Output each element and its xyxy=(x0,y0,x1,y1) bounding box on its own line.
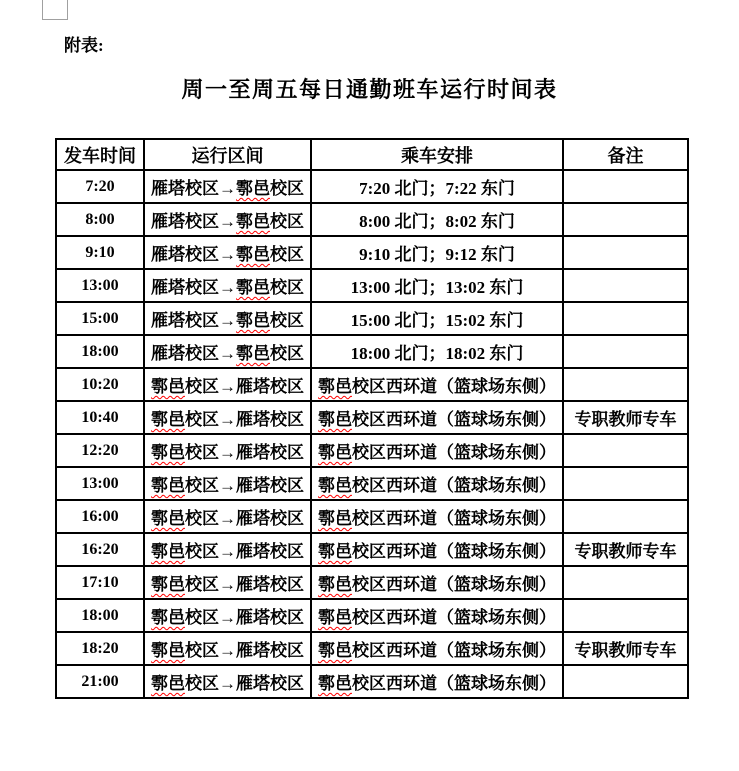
table-row xyxy=(56,566,688,599)
note-cell: 专职教师专车 xyxy=(563,533,688,566)
spellcheck-underline: 鄠邑 xyxy=(151,575,185,594)
spellcheck-underline: 鄠邑 xyxy=(151,410,185,429)
boarding-cell: 鄠邑校区西环道（篮球场东侧） xyxy=(311,401,563,434)
departure-time-cell: 16:00 xyxy=(56,500,144,533)
route-cell: 鄠邑校区→雁塔校区 xyxy=(144,566,311,599)
table-header-row xyxy=(56,139,688,170)
spellcheck-underline: 鄠邑 xyxy=(236,278,270,297)
boarding-cell: 鄠邑校区西环道（篮球场东侧） xyxy=(311,434,563,467)
spellcheck-underline: 鄠邑 xyxy=(151,377,185,396)
spellcheck-underline: 鄠邑 xyxy=(318,641,352,660)
departure-time-cell: 18:00 xyxy=(56,335,144,368)
spellcheck-underline: 鄠邑 xyxy=(318,542,352,561)
spellcheck-underline: 鄠邑 xyxy=(318,674,352,693)
table-row xyxy=(56,599,688,632)
boarding-cell: 鄠邑校区西环道（篮球场东侧） xyxy=(311,566,563,599)
spellcheck-underline: 鄠邑 xyxy=(318,509,352,528)
boarding-cell: 鄠邑校区西环道（篮球场东侧） xyxy=(311,599,563,632)
note-cell xyxy=(563,467,688,500)
boarding-cell: 鄠邑校区西环道（篮球场东侧） xyxy=(311,533,563,566)
departure-time-cell: 21:00 xyxy=(56,665,144,698)
table-row xyxy=(56,401,688,434)
spellcheck-underline: 鄠邑 xyxy=(236,311,270,330)
route-cell: 鄠邑校区→雁塔校区 xyxy=(144,368,311,401)
header-route: 运行区间 xyxy=(144,139,311,170)
departure-time-cell: 15:00 xyxy=(56,302,144,335)
boarding-cell: 鄠邑校区西环道（篮球场东侧） xyxy=(311,368,563,401)
spellcheck-underline: 鄠邑 xyxy=(318,575,352,594)
note-cell xyxy=(563,302,688,335)
departure-time-cell: 7:20 xyxy=(56,170,144,203)
route-cell: 鄠邑校区→雁塔校区 xyxy=(144,665,311,698)
appendix-label: 附表: xyxy=(64,36,104,55)
departure-time-cell: 18:20 xyxy=(56,632,144,665)
note-cell xyxy=(563,170,688,203)
spellcheck-underline: 鄠邑 xyxy=(318,377,352,396)
route-cell: 鄠邑校区→雁塔校区 xyxy=(144,401,311,434)
note-cell xyxy=(563,599,688,632)
table-row xyxy=(56,467,688,500)
page-title: 周一至周五每日通勤班车运行时间表 xyxy=(181,77,558,102)
note-cell: 专职教师专车 xyxy=(563,401,688,434)
spellcheck-underline: 鄠邑 xyxy=(318,443,352,462)
table-row xyxy=(56,665,688,698)
departure-time-cell: 17:10 xyxy=(56,566,144,599)
note-cell: 专职教师专车 xyxy=(563,632,688,665)
departure-time-cell: 18:00 xyxy=(56,599,144,632)
spellcheck-underline: 鄠邑 xyxy=(151,641,185,660)
table-row xyxy=(56,236,688,269)
route-cell: 鄠邑校区→雁塔校区 xyxy=(144,533,311,566)
route-cell: 雁塔校区→鄠邑校区 xyxy=(144,335,311,368)
note-cell xyxy=(563,434,688,467)
spellcheck-underline: 鄠邑 xyxy=(318,476,352,495)
spellcheck-underline: 鄠邑 xyxy=(236,212,270,231)
route-cell: 雁塔校区→鄠邑校区 xyxy=(144,170,311,203)
bus-schedule-table xyxy=(55,138,689,699)
table-row xyxy=(56,434,688,467)
route-cell: 雁塔校区→鄠邑校区 xyxy=(144,269,311,302)
spellcheck-underline: 鄠邑 xyxy=(151,608,185,627)
spellcheck-underline: 鄠邑 xyxy=(151,674,185,693)
spellcheck-underline: 鄠邑 xyxy=(236,179,270,198)
departure-time-cell: 8:00 xyxy=(56,203,144,236)
table-row xyxy=(56,500,688,533)
table-body xyxy=(56,170,688,698)
spellcheck-underline: 鄠邑 xyxy=(236,245,270,264)
departure-time-cell: 10:40 xyxy=(56,401,144,434)
table-row xyxy=(56,302,688,335)
boarding-cell: 13:00 北门；13:02 东门 xyxy=(311,269,563,302)
table-row xyxy=(56,269,688,302)
route-cell: 雁塔校区→鄠邑校区 xyxy=(144,236,311,269)
table-row xyxy=(56,335,688,368)
note-cell xyxy=(563,269,688,302)
spellcheck-underline: 鄠邑 xyxy=(236,344,270,363)
spellcheck-underline: 鄠邑 xyxy=(318,410,352,429)
boarding-cell: 鄠邑校区西环道（篮球场东侧） xyxy=(311,500,563,533)
note-cell xyxy=(563,665,688,698)
boarding-cell: 8:00 北门；8:02 东门 xyxy=(311,203,563,236)
route-cell: 鄠邑校区→雁塔校区 xyxy=(144,500,311,533)
note-cell xyxy=(563,500,688,533)
departure-time-cell: 13:00 xyxy=(56,467,144,500)
table-row xyxy=(56,170,688,203)
table-row xyxy=(56,533,688,566)
note-cell xyxy=(563,335,688,368)
spellcheck-underline: 鄠邑 xyxy=(151,476,185,495)
boarding-cell: 鄠邑校区西环道（篮球场东侧） xyxy=(311,632,563,665)
note-cell xyxy=(563,236,688,269)
departure-time-cell: 9:10 xyxy=(56,236,144,269)
header-boarding: 乘车安排 xyxy=(311,139,563,170)
departure-time-cell: 10:20 xyxy=(56,368,144,401)
route-cell: 鄠邑校区→雁塔校区 xyxy=(144,599,311,632)
note-cell xyxy=(563,368,688,401)
boarding-cell: 18:00 北门；18:02 东门 xyxy=(311,335,563,368)
spellcheck-underline: 鄠邑 xyxy=(318,608,352,627)
route-cell: 雁塔校区→鄠邑校区 xyxy=(144,203,311,236)
route-cell: 鄠邑校区→雁塔校区 xyxy=(144,434,311,467)
route-cell: 鄠邑校区→雁塔校区 xyxy=(144,632,311,665)
boarding-cell: 7:20 北门；7:22 东门 xyxy=(311,170,563,203)
route-cell: 雁塔校区→鄠邑校区 xyxy=(144,302,311,335)
table-row xyxy=(56,632,688,665)
departure-time-cell: 12:20 xyxy=(56,434,144,467)
spellcheck-underline: 鄠邑 xyxy=(151,509,185,528)
note-cell xyxy=(563,203,688,236)
departure-time-cell: 13:00 xyxy=(56,269,144,302)
header-note: 备注 xyxy=(563,139,688,170)
header-departure-time: 发车时间 xyxy=(56,139,144,170)
boarding-cell: 鄠邑校区西环道（篮球场东侧） xyxy=(311,665,563,698)
spellcheck-underline: 鄠邑 xyxy=(151,443,185,462)
route-cell: 鄠邑校区→雁塔校区 xyxy=(144,467,311,500)
departure-time-cell: 16:20 xyxy=(56,533,144,566)
table-row xyxy=(56,203,688,236)
table-row xyxy=(56,368,688,401)
boarding-cell: 9:10 北门；9:12 东门 xyxy=(311,236,563,269)
spellcheck-underline: 鄠邑 xyxy=(151,542,185,561)
note-cell xyxy=(563,566,688,599)
boarding-cell: 鄠邑校区西环道（篮球场东侧） xyxy=(311,467,563,500)
boarding-cell: 15:00 北门；15:02 东门 xyxy=(311,302,563,335)
text-boundary-corner-mark xyxy=(42,0,68,20)
